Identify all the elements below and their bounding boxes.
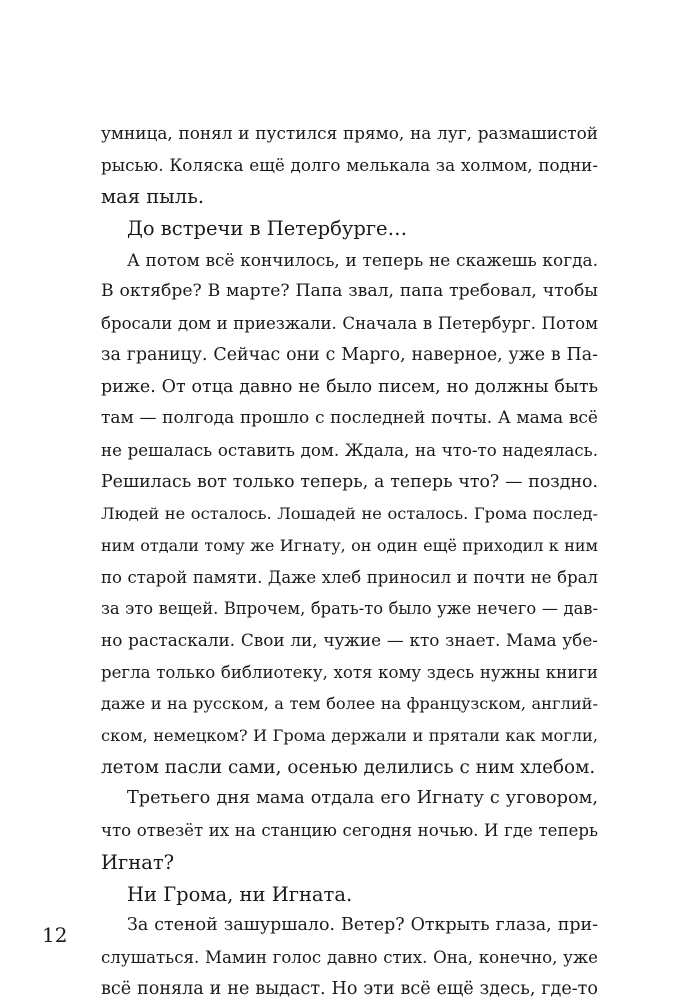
text-line: риже. От отца давно не было писем, но должны быть bbox=[101, 376, 598, 397]
text-line: умница, понял и пустился прямо, на луг, размашистой bbox=[101, 123, 598, 143]
text-line: мая пыль. bbox=[101, 185, 205, 209]
text-line: за это вещей. Впрочем, брать-то было уже нечего — дав- bbox=[101, 599, 598, 619]
text-line: Игнат? bbox=[101, 850, 175, 874]
text-line: за границу. Сейчас они с Марго, наверное, уже в Па- bbox=[101, 344, 598, 365]
text-line: регла только библиотеку, хотя кому здесь нужны книги bbox=[101, 662, 598, 682]
text-line: ним отдали тому же Игнату, он один ещё приходил к ним bbox=[101, 535, 598, 555]
text-line: там — полгода прошло с последней почты. А мама всё bbox=[101, 408, 598, 429]
page-number: 12 bbox=[42, 923, 68, 947]
text-line: но растаскали. Свои ли, чужие — кто знает. Мама убе- bbox=[101, 630, 598, 650]
text-line: не решалась оставить дом. Ждала, на что-то надеялась. bbox=[101, 440, 598, 460]
text-line: Ни Грома, ни Игната. bbox=[127, 882, 353, 906]
text-line: всё поняла и не выдаст. Но эти всё ещё здесь, где-то bbox=[101, 978, 598, 999]
text-line: даже и на русском, а тем более на французском, англий- bbox=[101, 694, 598, 714]
text-line: Третьего дня мама отдала его Игнату с уговором, bbox=[127, 788, 598, 809]
text-line: бросали дом и приезжали. Сначала в Петербург. Потом bbox=[101, 314, 598, 334]
text-line: по старой памяти. Даже хлеб приносил и почти не брал bbox=[101, 567, 598, 587]
text-line: Решилась вот только теперь, а теперь что? — поздно. bbox=[101, 471, 598, 492]
text-line: летом пасли сами, осенью делились с ним хлебом. bbox=[101, 756, 596, 778]
text-line: До встречи в Петербурге… bbox=[127, 217, 408, 241]
text-line: рысью. Коляска ещё долго мелькала за холмом, подни- bbox=[101, 154, 598, 175]
text-line: В октябре? В марте? Папа звал, папа требовал, чтобы bbox=[101, 281, 598, 302]
text-line: Людей не осталось. Лошадей не осталось. Грома послед- bbox=[101, 504, 598, 524]
text-line: ском, немецком? И Грома держали и прятали как могли, bbox=[101, 726, 598, 746]
text-line: что отвезёт их на станцию сегодня ночью. И где теперь bbox=[101, 821, 598, 841]
page-text-body bbox=[101, 118, 598, 1005]
text-line: слушаться. Мамин голос давно стих. Она, конечно, уже bbox=[101, 947, 598, 967]
text-line: За стеной зашуршало. Ветер? Открыть глаза, при- bbox=[127, 915, 598, 936]
text-line: А потом всё кончилось, и теперь не скажешь когда. bbox=[127, 249, 598, 270]
